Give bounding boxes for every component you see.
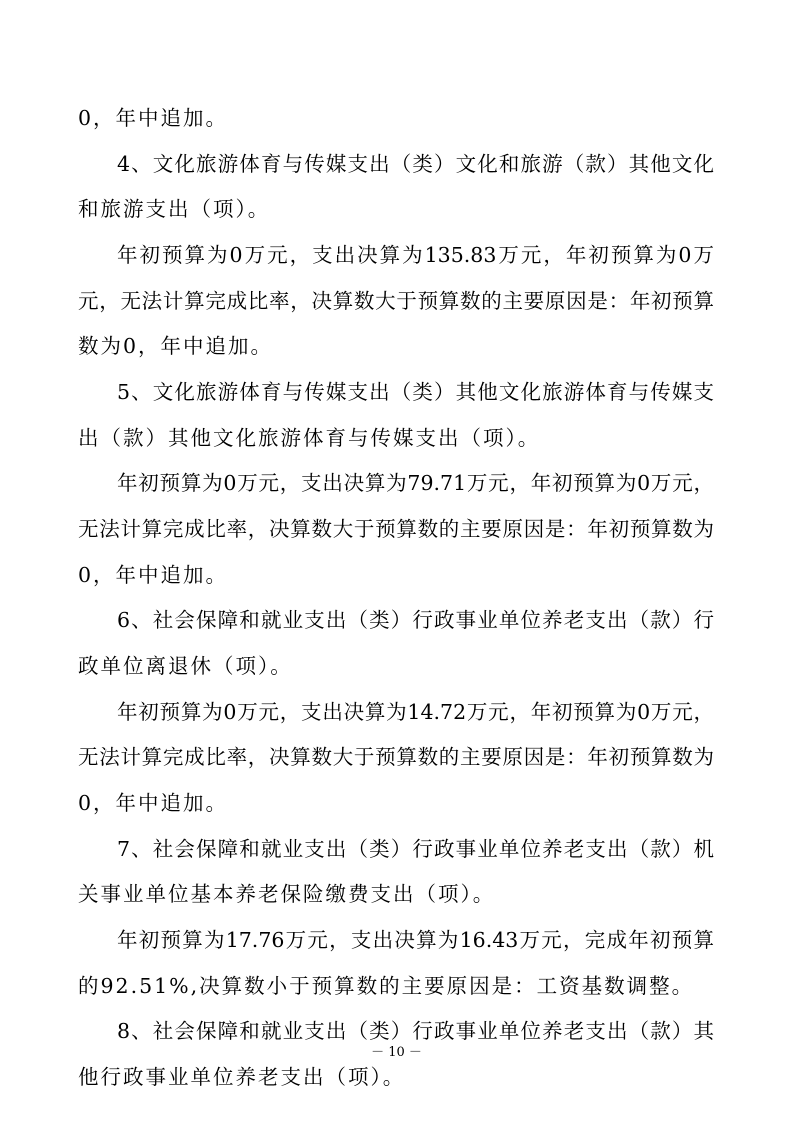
- text-line: 他行政事业单位养老支出（项）。: [78, 1065, 406, 1089]
- text-line: 关事业单位基本养老保险缴费支出（项）。: [78, 882, 496, 906]
- text-line: 无法计算完成比率，决算数大于预算数的主要原因是：年初预算数为: [78, 517, 714, 541]
- text-line: 年初预算为17.76万元，支出决算为16.43万元，完成年初预算: [117, 928, 714, 952]
- text-line: 年初预算为0万元，支出决算为135.83万元，年初预算为0万: [117, 243, 714, 267]
- text-line: 政单位离退休（项）。: [78, 654, 293, 678]
- text-line: 和旅游支出（项）。: [78, 197, 271, 221]
- item-heading-8: 8、社会保障和就业支出（类）行政事业单位养老支出（款）其: [117, 1019, 714, 1043]
- text-line: 年初预算为0万元，支出决算为79.71万元，年初预算为0万元，: [117, 471, 714, 495]
- text-line: 无法计算完成比率，决算数大于预算数的主要原因是：年初预算数为: [78, 745, 714, 769]
- text-line: 元，无法计算完成比率，决算数大于预算数的主要原因是：年初预算: [78, 289, 714, 313]
- text-line: 0，年中追加。: [78, 106, 229, 130]
- text-line: 数为0，年中追加。: [78, 334, 274, 358]
- item-heading-7: 7、社会保障和就业支出（类）行政事业单位养老支出（款）机: [117, 837, 714, 861]
- item-heading-6: 6、社会保障和就业支出（类）行政事业单位养老支出（款）行: [117, 608, 714, 632]
- text-line: 的92.51%,决算数小于预算数的主要原因是：工资基数调整。: [78, 974, 695, 998]
- text-line: 出（款）其他文化旅游体育与传媒支出（项）。: [78, 426, 541, 450]
- text-line: 0，年中追加。: [78, 563, 229, 587]
- item-heading-5: 5、文化旅游体育与传媒支出（类）其他文化旅游体育与传媒支: [117, 380, 714, 404]
- text-line: 0，年中追加。: [78, 791, 229, 815]
- page-number: － 10 －: [371, 1045, 422, 1060]
- text-line: 年初预算为0万元，支出决算为14.72万元，年初预算为0万元，: [117, 700, 714, 724]
- item-heading-4: 4、文化旅游体育与传媒支出（类）文化和旅游（款）其他文化: [117, 152, 714, 176]
